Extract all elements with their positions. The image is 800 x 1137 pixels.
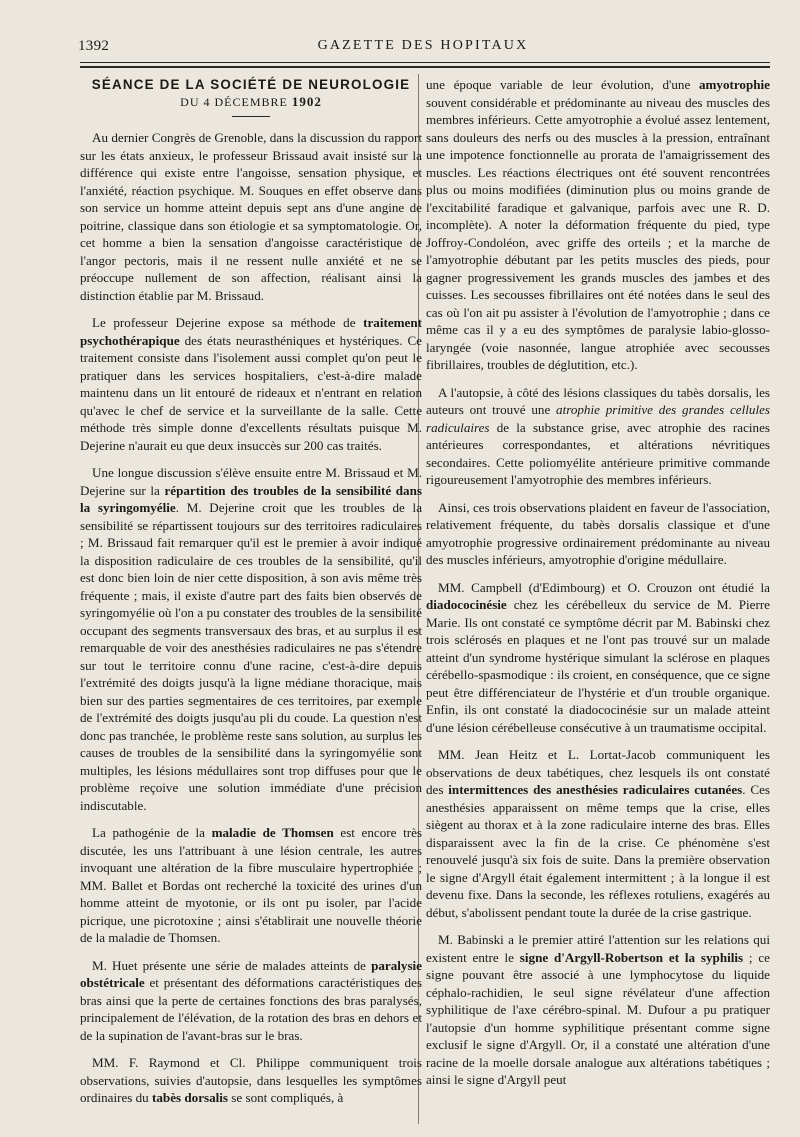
right-column bbox=[426, 76, 770, 1099]
paragraph-keyword: signe d'Argyll-Robertson et la syphilis bbox=[519, 949, 744, 965]
paragraph-text: A l'autopsie, à côté des lésions classiques du tabès dorsalis, les auteurs ont trouvé une bbox=[426, 384, 770, 417]
paragraph: Ainsi, ces trois observations plaident en faveur de l'association, relativement fréquente, du tabès dorsalis classique et d'une amyotrophie progressive ordinairement prédominante au niveau des muscles inférieurs, amyotrophie d'origine médullaire. bbox=[426, 499, 770, 567]
paragraph bbox=[426, 384, 770, 489]
paragraph-keyword: diadococinésie bbox=[426, 597, 507, 612]
paragraph-keyword: paralysie obstétricale bbox=[80, 957, 422, 990]
page-number: 1392 bbox=[78, 38, 110, 54]
section-date-prefix: DU 4 DÉCEMBRE bbox=[180, 95, 288, 109]
left-column bbox=[80, 76, 422, 1117]
paragraph-text: ; ce signe pouvant être associé à une lymphocytose du liquide céphalo-rachidien, le seul signe révélateur d'une affection syphilitique de l'axe cérébro-spinal. M. Dufour a pu pratiquer l'autopsie d'un homme syphilitique présentant comme signe exclusif le signe d'Argyll. Or, il a constaté une altération d'une racine de la moelle dorsale analogue aux altérations tabétiques ; ainsi le signe d'Argyll peut bbox=[426, 949, 770, 1087]
paragraph-keyword: répartition des troubles de la sensibilité dans la syringomyélie bbox=[80, 482, 422, 515]
paragraph-keyword: intermittences des anesthésies radiculaires cutanées bbox=[448, 782, 743, 797]
paragraph bbox=[80, 824, 422, 947]
header-rule bbox=[80, 62, 770, 63]
paragraph bbox=[80, 464, 422, 814]
section-date bbox=[80, 94, 422, 110]
paragraph-text: . Ces anesthésies apparaissent on même temps que la crise, elles siègent au thorax et à la zone radiculaire interne des bras. Elles disparaissent avec la fin de la crise. Ce phénomène s'est renouvelé jusqu'à six fois de suite. Dans la première observation le signe d'Argyll était également intermittent ; à la longue il est devenu fixe. Dans la seconde, les réflexes rotuliens, exagérés au début, s'abolissent pendant toute la durée de la crise gastrique. bbox=[426, 782, 771, 920]
paragraph bbox=[426, 76, 770, 374]
header-rule-double bbox=[80, 66, 770, 68]
paragraph-keyword: maladie de Thomsen bbox=[211, 825, 334, 840]
paragraph bbox=[80, 314, 422, 454]
paragraph bbox=[426, 931, 770, 1089]
paragraph-keyword: amyotrophie bbox=[698, 77, 770, 92]
paragraph: Au dernier Congrès de Grenoble, dans la discussion du rapport sur les états anxieux, le professeur Brissaud avait insisté sur la différence qui existe entre l'angoisse, sensation physique, et l'anxiété, réaction psychique. M. Souques en effet observe dans son service un homme atteint depuis sept ans d'une angine de poitrine, classique dans son étiologie et sa symptomatologie. Or, cet homme a bien la sensation d'angoisse caractéristique de l'angor pectoris, mais il ne ressent nulle anxiété et ne se préoccupe nullement de son affection, réalisant ainsi la distinction établie par M. Brissaud. bbox=[80, 130, 422, 303]
paragraph-text: . M. Dejerine croit que les troubles de la sensibilité se répartissent toujours sur des territoires radiculaires ; M. Brissaud fait remarquer qu'il est le premier à avoir indiqué la disposition radiculaire de ces troubles de la sensibilité, qu'il est donc bien loin de nier cette disposition, à son avis même très fréquente ; mais, il existe d'autre part des faits bien observés de syringomyélie où l'on a pu constater des troubles de la sensibilité occupant des segments transversaux des bras, et au surplus il est remarquable de voir des anesthésies radiculaires ne pas s'étendre sur tout le territoire connu d'une racine, c'est-à-dire depuis l'extrémité des doigts jusqu'à la ligne médiane thoracique, mais bien sur des parties segmentaires de ces territoires, par exemple de l'extrémité des doigts jusqu'au pli du coude. La question n'est donc pas tranchée, le problème reste sans solution, au surplus les causes de troubles de la sensibilité dans la syringomyélie sont multiples, les lésions médullaires sont trop diffuses pour que le problème reçoive une solution immédiate d'une précision indiscutable. bbox=[80, 500, 423, 813]
paragraph-text: M. Babinski a le premier attiré l'attention sur les relations qui existent entre le bbox=[426, 932, 770, 965]
page-header bbox=[78, 38, 768, 58]
paragraph-italic: atrophie primitive des grandes cellules radiculaires bbox=[426, 402, 770, 435]
paragraph-text: La pathogénie de la bbox=[92, 825, 212, 840]
heading-rule bbox=[232, 116, 270, 117]
section-title: SÉANCE DE LA SOCIÉTÉ DE NEUROLOGIE bbox=[91, 77, 411, 92]
paragraph-text: chez les cérébelleux du service de M. Pierre Marie. Ils ont constaté ce symptôme décrit par M. Babinski chez trois sclérosés en plaques et ne l'ont pas trouvé sur un malade atteint d'un syndrome hystérique simulant la sclérose en plaques cérébello-spasmodique : ils croient, en conséquence, que ce signe peut être différenciateur de l'hystérie et d'un trouble organique. Enfin, ils ont constaté la diadococinésie sur un malade atteint d'une lésion cérébelleuse consécutive à un traumatisme occipital. bbox=[426, 597, 770, 735]
paragraph-text: M. Huet présente une série de malades atteints de bbox=[92, 957, 372, 973]
paragraph-text: Le professeur Dejerine expose sa méthode de bbox=[92, 315, 364, 330]
paragraph-text: Une longue discussion s'élève ensuite entre M. Brissaud et M. Dejerine sur la bbox=[80, 465, 422, 498]
section-heading bbox=[80, 76, 422, 117]
paragraph-text: des états neurasthéniques et hystériques. Ce traitement consiste dans l'isolement aussi complet qu'on peut le pratiquer dans les services hospitaliers, c'est-à-dire malade maintenu dans un lit entouré de rideaux et n'entrant en relation qu'avec le chef de service et la surveillante de la salle. Cette méthode très simple donne d'excellents résultats puisque M. Dejerine n'aurait eu que deux insuccès sur 200 cas traités. bbox=[80, 332, 422, 453]
paragraph bbox=[80, 1054, 422, 1107]
paragraph-keyword: traitement psychothérapique bbox=[80, 315, 422, 348]
paragraph-text: MM. Campbell (d'Edimbourg) et O. Crouzon ont étudié la bbox=[438, 579, 770, 595]
paragraph-text: MM. F. Raymond et Cl. Philippe communiquent trois observations, suivies d'autopsie, dans lesquelles les symptômes ordinaires du bbox=[80, 1055, 422, 1105]
paragraph-text: MM. Jean Heitz et L. Lortat-Jacob communiquent les observations de deux tabétiques, chez lesquels ils ont constaté des bbox=[426, 747, 770, 797]
paragraph-keyword: tabès dorsalis bbox=[152, 1090, 229, 1105]
paragraph-text: une époque variable de leur évolution, d'une bbox=[426, 77, 699, 92]
paragraph-text: et présentant des déformations caractéristiques des bras ainsi que la perte de certaines fonctions des bras paralysés, principalement de l'élévation, de la rotation des bras en dehors et de la supination de l'avant-bras sur le bras. bbox=[80, 975, 422, 1043]
paragraph-text: de la substance grise, avec atrophie des racines antérieures correspondantes, et altérations névritiques secondaires. Cette poliomyélite antérieure primitive commande rigoureusement l'amyotrophie des membres inférieurs. bbox=[426, 419, 770, 487]
paragraph bbox=[80, 957, 422, 1045]
paragraph-text: se sont compliqués, à bbox=[228, 1090, 344, 1105]
section-date-year: 1902 bbox=[291, 94, 322, 109]
paragraph bbox=[426, 579, 770, 737]
paragraph-text: souvent considérable et prédominante au niveau des muscles des membres inférieurs. Cette amyotrophie a évolué assez lentement, sans douleurs des nerfs ou des muscles à la pression, entraînant une impotence fonctionnelle au prorata de l'amaigrissement des muscles. Les réactions électriques ont été souvent rencontrées plus ou moins modifiées (diminution plus ou moins grande de l'excitabilité faradique et galvanique, parfois avec une R. D. incomplète). A noter la déformation fréquente du pied, type Joffroy-Condoléon, avec griffe des orteils ; et la marche de l'amyotrophie débutant par les petits muscles des pieds, pour gagner progressivement les grands muscles des jambes et des cuisses. Les secousses fibrillaires ont été notées dans le seul des cas où l'on ait pu assister à l'évolution de l'amyotrophie ; dans ce même cas il y a eu des symptômes de paralysie labio-glosso-laryngée (voie nasonnée, langue atrophiée avec secousses fibrillaires, troubles de déglutition, etc.). bbox=[426, 94, 770, 372]
paragraph-text: est encore très discutée, les uns l'attribuant à une lésion centrale, les autres invoquant une altération de la fibre musculaire hypertrophiée ; MM. Ballet et Bordas ont recherché la toxicité des urines d'un homme atteint de myotonie, or ils ont pu isoler, par l'acide picrique, une picrotoxine ; ainsi s'établirait une nouvelle théorie de la maladie de Thomsen. bbox=[80, 825, 422, 945]
paragraph bbox=[426, 746, 770, 921]
journal-title: GAZETTE DES HOPITAUX bbox=[317, 38, 529, 53]
